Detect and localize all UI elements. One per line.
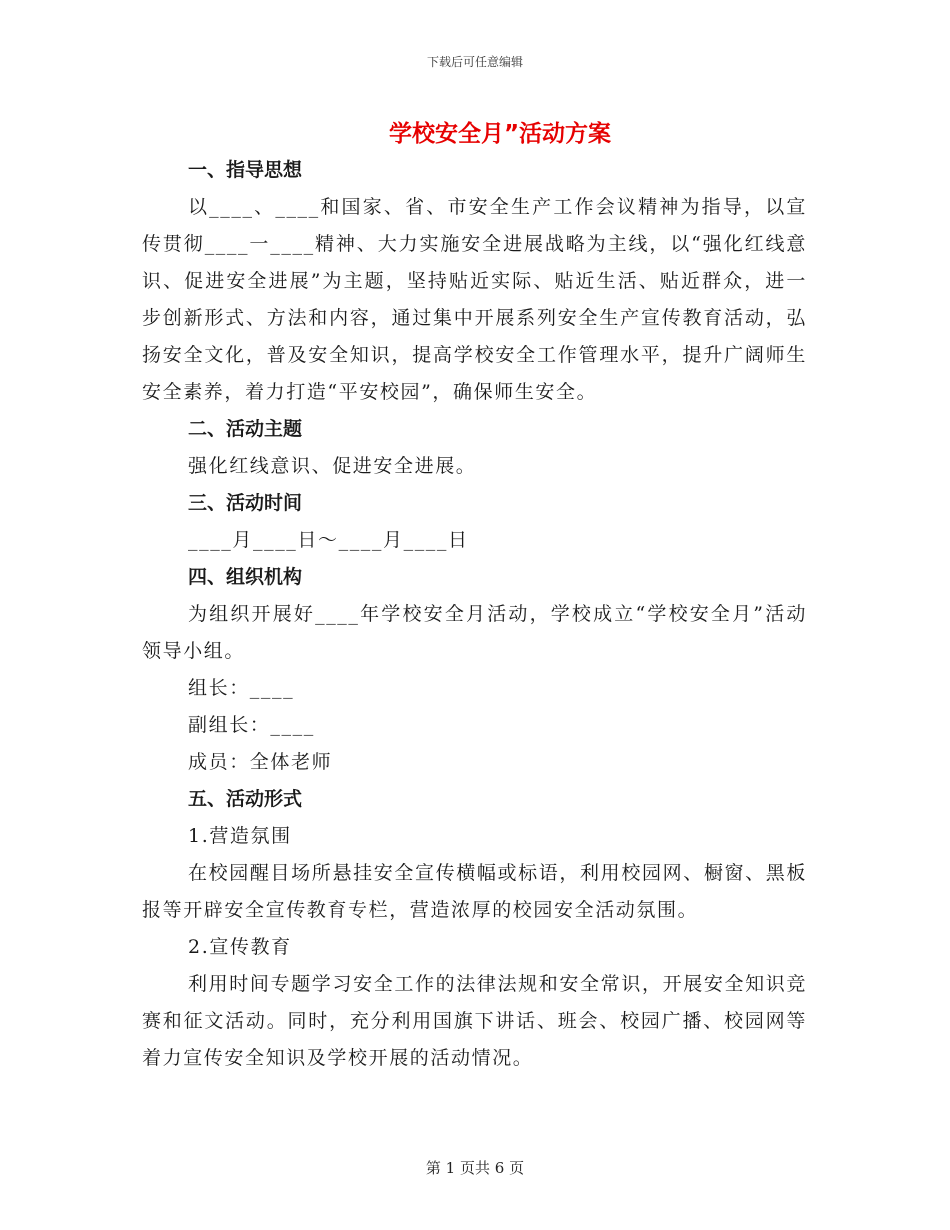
subsection-heading-publicity: 2.宣传教育 [188, 936, 292, 958]
section-heading-organization: 四、组织机构 [188, 566, 303, 588]
document-title: 学校安全月”活动方案 [388, 121, 612, 147]
subsection-paragraph-atmosphere: 在校园醒目场所悬挂安全宣传横幅或标语，利用校园网、橱窗、黑板报等开辟安全宣传教育专栏，营造浓厚的校园安全活动氛围。 [142, 862, 807, 921]
section-paragraph-guiding-ideology: 以____、____和国家、省、市安全生产工作会议精神为指导，以宣传贯彻____一____精神、大力实施安全进展战略为主线，以“强化红线意识、促进安全进展”为主题，坚持贴近实际、贴近生活、贴近群众，进一步创新形式、方法和内容，通过集中开展系列安全生产宣传教育活动，弘扬安全文化，普及安全知识，提高学校安全工作管理水平，提升广阔师生安全素养，着力打造“平安校园”，确保师生安全。 [142, 196, 807, 403]
section-heading-activity-forms: 五、活动形式 [188, 788, 303, 810]
section-paragraph-organization: 为组织开展好____年学校安全月活动，学校成立“学校安全月”活动领导小组。 [142, 603, 807, 662]
page-header-note: 下载后可任意编辑 [426, 55, 523, 69]
section-text-time: ____月____日～____月____日 [188, 529, 469, 551]
page-number-footer: 第 1 页共 6 页 [425, 1159, 525, 1177]
section-heading-guiding-ideology: 一、指导思想 [188, 159, 303, 181]
section-heading-theme: 二、活动主题 [188, 418, 303, 440]
section-text-theme: 强化红线意识、促进安全进展。 [188, 455, 477, 477]
document-body [142, 152, 807, 1077]
deputy-leader-line: 副组长：____ [188, 714, 315, 736]
section-heading-time: 三、活动时间 [188, 492, 303, 514]
subsection-heading-atmosphere: 1.营造氛围 [188, 825, 292, 847]
subsection-paragraph-publicity: 利用时间专题学习安全工作的法律法规和安全常识，开展安全知识竞赛和征文活动。同时，充分利用国旗下讲话、班会、校园广播、校园网等着力宣传安全知识及学校开展的活动情况。 [142, 973, 807, 1069]
members-line: 成员：全体老师 [188, 751, 333, 773]
leader-line: 组长：____ [188, 677, 295, 699]
